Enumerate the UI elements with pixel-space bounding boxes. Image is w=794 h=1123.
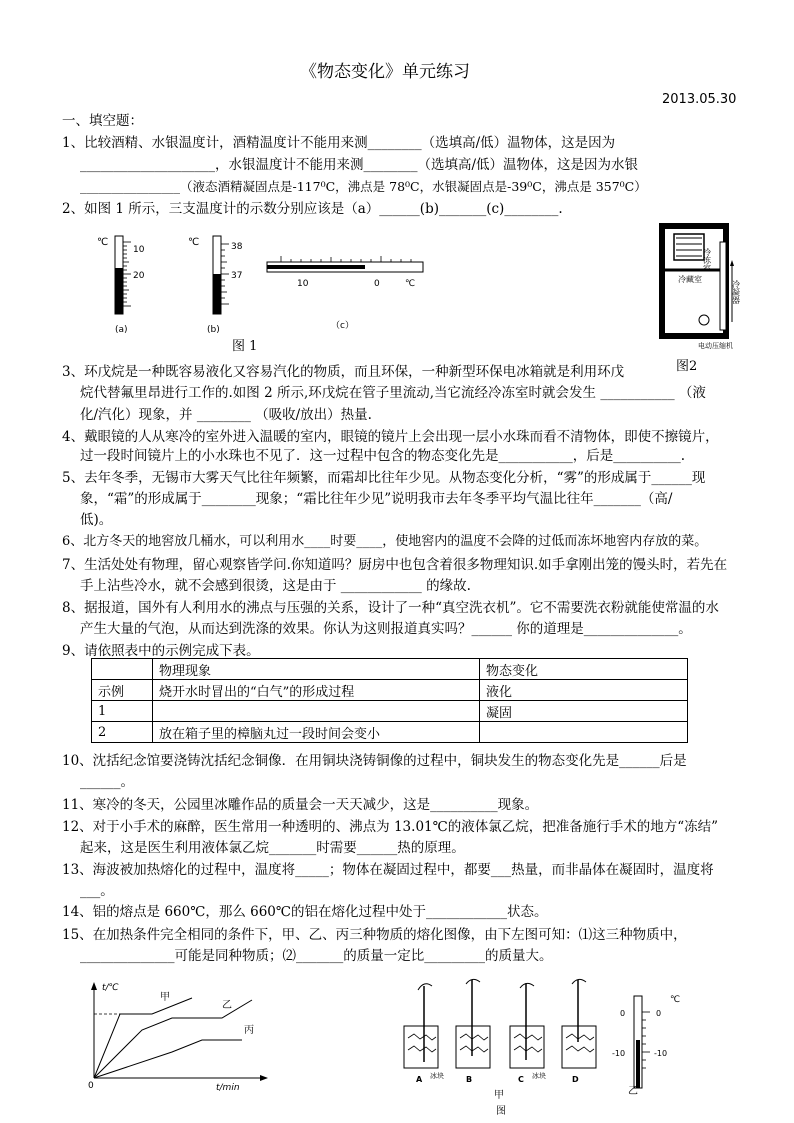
thermometer-c (267, 256, 423, 331)
table-cell: 2 (92, 722, 153, 743)
question-10-line-1: 10、沈括纪念馆要浇铸沈括纪念铜像．在用铜块浇铸铜像的过程中，铜块发生的物态变化先是______后是 (62, 753, 687, 769)
thermometer-c-tick-left: 10 (297, 279, 309, 289)
table-header-row (92, 659, 688, 680)
table-row (92, 680, 688, 701)
beaker-D (562, 979, 596, 1084)
ice-label-A: 冰块 (430, 1072, 444, 1080)
series-yi-label: 乙 (222, 1000, 232, 1011)
question-8-line-2: 产生大量的气泡，从而达到洗涤的效果。你认为这则报道真实吗？______ 你的道理是______________。 (80, 621, 692, 637)
date: 2013.05.30 (662, 92, 737, 107)
freezer-label: 冷冻室 (702, 248, 712, 272)
question-3-line-3: 化/汽化）现象，并 ________ （吸收/放出）热量. (80, 407, 372, 423)
series-yi-line (94, 1000, 252, 1078)
figure-1 (85, 232, 435, 342)
table-cell: 凝固 (480, 701, 688, 722)
series-jia-line (94, 998, 192, 1078)
table-header: 物理现象 (153, 659, 480, 680)
question-7-line-2: 手上沾些冷水，就不会感到很烫，这是由于 ____________ 的缘故. (80, 578, 471, 594)
table-cell (153, 701, 480, 722)
thermometer-a-label: (a) (115, 325, 128, 335)
thermometer-b-column (213, 274, 221, 314)
thermometer-b-tick-top: 38 (231, 242, 243, 252)
question-14: 14、铝的熔点是 660℃，那么 660℃的铝在熔化过程中处于____________状态。 (62, 904, 548, 920)
question-10-line-2: ______。 (80, 774, 134, 790)
table-row (92, 722, 688, 743)
table-row (92, 701, 688, 722)
scale-left-tick-neg10: -10 (612, 1049, 626, 1058)
compressor-label: 电动压缩机 (698, 342, 733, 350)
question-1-line-2: ____________________，水银温度计不能用来测________（选填高/低）温物体，这是因为水银 (80, 157, 639, 173)
question-1-line-3: ________________（液态酒精凝固点是-117⁰C，沸点是 78⁰C，水银凝固点是-39⁰C，沸点是 357⁰C） (80, 179, 647, 194)
ice-label-C: 冰块 (532, 1072, 546, 1080)
graph-x-label: t/min (216, 1083, 240, 1093)
question-4-line-2: 过一段时间镜片上的小水珠也不见了．这一过程中包含的物态变化先是___________，后是__________. (80, 448, 686, 464)
experiment-figure (390, 976, 700, 1123)
question-13-line-2: ___。 (80, 883, 114, 899)
question-6: 6、北方冬天的地窖放几桶水，可以利用水____时要____，使地窖内的温度不会降的过低而冻坏地窖内存放的菜。 (62, 534, 708, 549)
thermometer-b (188, 236, 243, 335)
section-heading: 一、填空题： (62, 113, 143, 129)
question-7-line-1: 7、生活处处有物理，留心观察皆学问.你知道吗？厨房中也包含着很多物理知识.如手拿刚出笼的馒头时，若先在 (62, 557, 728, 573)
question-5-line-1: 5、去年冬季，无锡市大雾天气比往年频繁，而霜却比往年少见。从物态变化分析，“雾”的形成属于______现 (62, 470, 706, 486)
label-tu: 图 (496, 1106, 506, 1117)
question-13-line-1: 13、海波被加热熔化的过程中，温度将_____；物体在凝固过程中，都要___热量，而非晶体在凝固时，温度将 (62, 862, 714, 878)
label-yi: 乙 (628, 1086, 638, 1097)
graph-y-label: t/℃ (102, 983, 119, 993)
thermometer-a-unit: ℃ (97, 237, 109, 248)
page-title: 《物态变化》单元练习 (300, 62, 470, 82)
question-9: 9、请依照表中的示例完成下表。 (62, 643, 260, 659)
question-1-line-1: 1、比较酒精、水银温度计，酒精温度计不能用来测________（选填高/低）温物体，这是因为 (62, 135, 616, 151)
thermometer-b-unit: ℃ (188, 237, 200, 248)
question-4-line-1: 4、戴眼镜的人从寒冷的室外进入温暖的室内，眼镜的镜片上会出现一层小水珠而看不清物体，即使不擦镜片， (62, 429, 719, 445)
thermometer-a-tick-bottom: 20 (133, 271, 145, 281)
beaker-A (404, 984, 444, 1084)
beaker-D-label: D (572, 1075, 579, 1084)
series-bing-label: 丙 (244, 1025, 254, 1036)
series-bing-line (94, 1040, 242, 1078)
figure-1-caption: 图 1 (232, 339, 258, 354)
table-header: 物态变化 (480, 659, 688, 680)
question-3-line-2: 烷代替氟里昂进行工作的.如图 2 所示,环戊烷在管子里流动,当它流经冷冻室时就会发生 ___________ （液 (80, 385, 706, 401)
question-8-line-1: 8、据报道，国外有人利用水的沸点与压强的关系，设计了一种“真空洗衣机”。它不需要洗衣粉就能使常温的水 (62, 600, 719, 616)
fridge-label: 冷藏室 (678, 275, 702, 284)
question-5-line-3: 低)。 (80, 512, 113, 528)
beaker-C-label: C (518, 1075, 524, 1084)
thermometer-b-tick-bottom: 37 (231, 271, 243, 281)
beaker-A-label: A (416, 1075, 423, 1084)
scale-unit: ℃ (670, 995, 681, 1005)
phenomena-table (91, 658, 688, 743)
thermometer-a (97, 236, 145, 335)
melting-graph (82, 978, 282, 1093)
thermometer-c-unit: ℃ (405, 279, 416, 289)
question-15-line-2: ______________可能是同种物质；⑵_______的质量一定比_________的质量大。 (80, 948, 553, 964)
beaker-B-label: B (466, 1075, 473, 1084)
question-15-line-1: 15、在加热条件完全相同的条件下，甲、乙、丙三种物质的熔化图像，由下左图可知：⑴这三种物质中， (62, 927, 687, 943)
thermometer-b-label: (b) (207, 325, 220, 335)
question-2: 2、如图 1 所示，三支温度计的示数分别应该是（a）______(b)_______(c)________. (62, 201, 563, 217)
table-cell: 液化 (480, 680, 688, 701)
question-11: 11、寒冷的冬天，公园里冰雕作品的质量会一天天减少，这是__________现象。 (62, 797, 539, 813)
graph-origin: 0 (88, 1081, 94, 1091)
series-jia-label: 甲 (160, 992, 170, 1003)
figure-2 (652, 222, 752, 352)
thermometer-c-label: （c） (331, 321, 354, 331)
condenser-label: 冷凝器 (731, 280, 741, 304)
table-cell: 示例 (92, 680, 153, 701)
thermometer-c-column (267, 265, 365, 269)
beaker-C (510, 983, 546, 1084)
table-cell (480, 722, 688, 743)
table-cell: 放在箱子里的樟脑丸过一段时间会变小 (153, 722, 480, 743)
thermometer-a-column (115, 268, 123, 314)
table-cell: 1 (92, 701, 153, 722)
scale-left-tick-0: 0 (620, 1009, 626, 1018)
scale-tick-0: 0 (656, 1009, 662, 1018)
question-12-line-2: 起来，这是医生利用液体氯乙烷_______时需要______热的原理。 (80, 840, 465, 856)
scale-tick-neg10: -10 (654, 1049, 668, 1058)
label-jia: 甲 (494, 1090, 504, 1101)
thermometer-scale (612, 995, 680, 1088)
table-cell: 烧开水时冒出的“白气”的形成过程 (153, 680, 480, 701)
thermometer-c-tick-right: 0 (374, 279, 380, 289)
question-5-line-2: 象，“霜”的形成属于________现象；“霜比往年少见”说明我市去年冬季平均气温比往年_______（高/ (80, 491, 673, 507)
beaker-B (456, 979, 490, 1084)
table-header (92, 659, 153, 680)
question-3-line-1: 3、环戊烷是一种既容易液化又容易汽化的物质，而且环保，一种新型环保电冰箱就是利用环戊 (62, 364, 625, 380)
figure-2-caption: 图2 (676, 359, 698, 374)
question-12-line-1: 12、对于小手术的麻醉，医生常用一种透明的、沸点为 13.01℃的液体氯乙烷，把准备施行手术的地方“冻结” (62, 819, 719, 835)
thermometer-a-tick-top: 10 (133, 245, 145, 255)
